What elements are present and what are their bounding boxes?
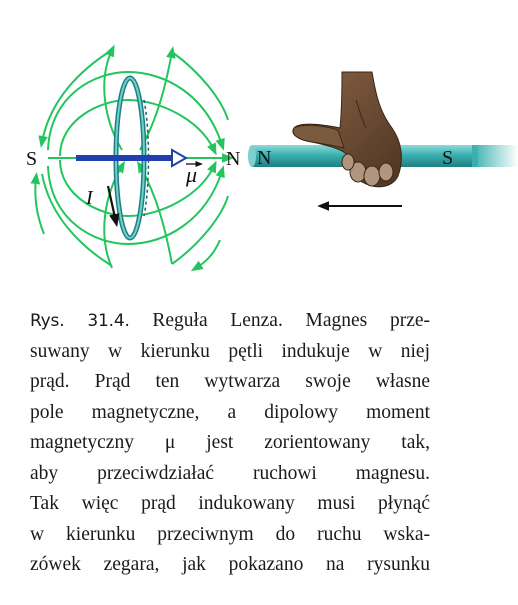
field-line-inner-top bbox=[60, 100, 214, 156]
current-label: I bbox=[86, 187, 93, 209]
caption-line-9: zówek zegara, jak pokazano na rysunku bbox=[30, 554, 430, 575]
field-line-return-left bbox=[35, 178, 44, 234]
field-line-far-right-top bbox=[172, 52, 228, 120]
caption-line-6: aby przeciwdziałać ruchowi magnesu. bbox=[30, 462, 430, 484]
caption-line-1: Rys. 31.4. Reguła Lenza. Magnes prze- bbox=[30, 310, 430, 331]
pole-label-left: S bbox=[26, 148, 38, 170]
caption-line-8: w kierunku przeciwnym do ruchu wska- bbox=[30, 523, 430, 545]
caption-line-5: magnetyczny μ jest zorientowany tak, bbox=[30, 432, 430, 453]
figure-svg bbox=[0, 0, 518, 290]
moment-label-group bbox=[185, 162, 200, 187]
moment-arrow bbox=[76, 150, 186, 166]
magnet-pole-left: N bbox=[257, 147, 272, 169]
figure-caption bbox=[30, 306, 430, 581]
field-line-return-right bbox=[196, 240, 220, 268]
moment-label: μ bbox=[186, 162, 198, 187]
caption-line-3: prąd. Prąd ten wytwarza swoje własne bbox=[30, 371, 430, 392]
field-line-far-left-bottom bbox=[42, 174, 112, 266]
caption-label: Rys. 31.4. bbox=[30, 311, 130, 331]
field-line-far-right-bottom bbox=[172, 196, 228, 264]
caption-line-2: suwany w kierunku pętli indukuje w niej bbox=[30, 340, 430, 362]
field-line-far-left-top bbox=[42, 50, 112, 142]
magnet-pole-right: S bbox=[442, 147, 454, 169]
pole-label-right: N bbox=[226, 148, 241, 170]
figure bbox=[0, 0, 518, 290]
hand-illustration bbox=[293, 72, 401, 187]
caption-line-7: Tak więc prąd indukowany musi płynąć bbox=[30, 493, 430, 514]
caption-line-4: pole magnetyczne, a dipolowy moment bbox=[30, 401, 430, 423]
